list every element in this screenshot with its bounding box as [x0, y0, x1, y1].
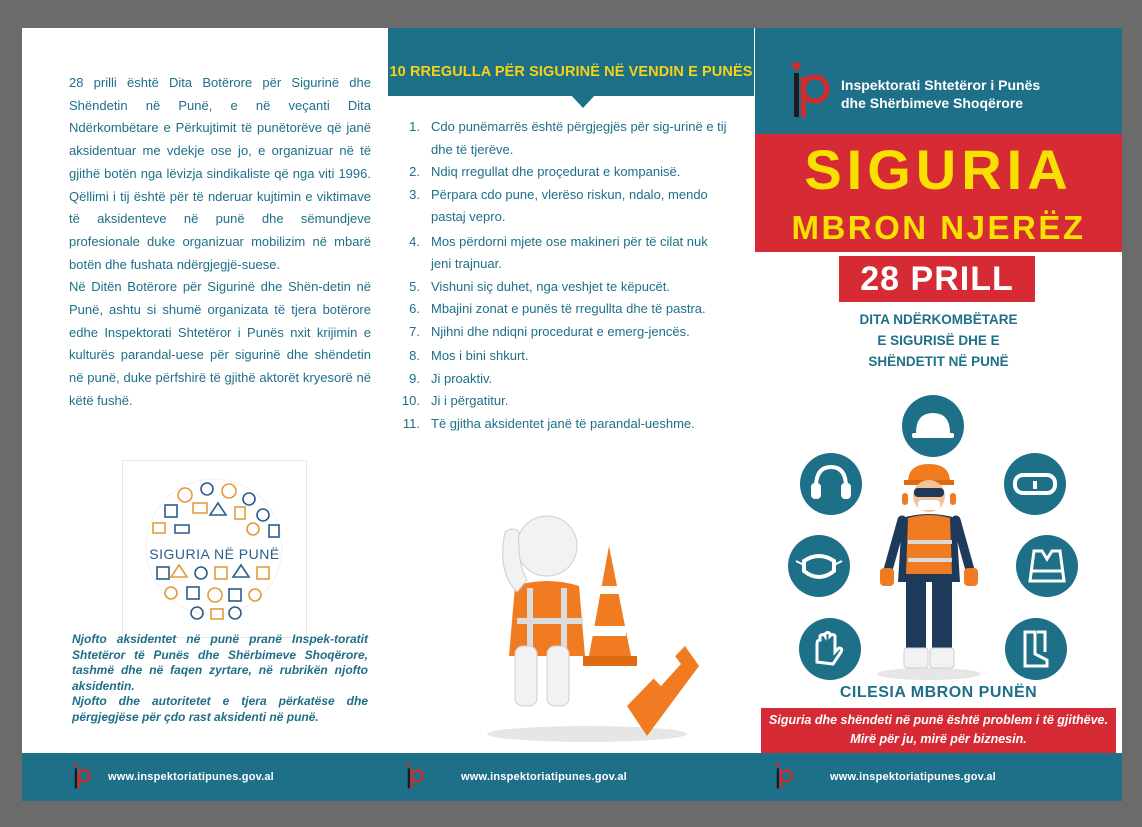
report-note-2: Njofto dhe autoritetet e tjera përkatëse dhe përgjegjëse për çdo rast aksidenti në punë. — [72, 694, 368, 724]
safety-rule-item — [400, 276, 730, 299]
earmuffs-icon — [800, 453, 862, 515]
left-text-block — [69, 72, 371, 413]
vest-icon — [1016, 535, 1078, 597]
rules-banner — [388, 28, 754, 96]
safety-rule-item — [400, 413, 730, 436]
footer-middle — [405, 753, 627, 801]
international-day-text — [755, 309, 1122, 372]
quality-slogan: CILESIA MBRON PUNËN — [839, 684, 1038, 701]
rule-number: 1. — [409, 119, 420, 134]
rule-text: Ji proaktiv. — [431, 370, 493, 386]
ip-logo-icon — [788, 61, 832, 123]
rule-text: Të gjitha aksidentet janë të parandal-ueshme. — [431, 415, 695, 431]
rule-number: 10. — [401, 393, 420, 408]
rule-number: 5. — [409, 278, 420, 294]
safety-rules-list — [400, 116, 730, 435]
brochure-sheet — [22, 28, 1122, 801]
banner-pointer — [570, 94, 596, 108]
intl-line3: SHËNDETIT NË PUNË — [868, 354, 1009, 369]
rule-number: 6. — [409, 301, 420, 316]
safety-rule-item — [400, 390, 730, 413]
tagline-line1: Siguria dhe shëndeti në punë është problem i të gjithëve. — [769, 713, 1108, 727]
rule-number: 4. — [409, 233, 420, 249]
tagline-line2: Mirë për ju, mirë për biznesin. — [850, 732, 1027, 746]
rule-text: Ji i përgatitur. — [431, 393, 509, 408]
rule-number: 7. — [409, 323, 420, 339]
headline-siguria: SIGURIA — [804, 138, 1073, 201]
footer-logo-icon — [72, 762, 92, 792]
footer-logo-icon — [405, 762, 425, 792]
footer-url-link[interactable]: www.inspektoriatipunes.gov.al — [461, 771, 627, 783]
report-note-1: Njofto aksidentet në punë pranë Inspek-toratit Shtetëror të Punës dhe Shërbimeve Shoqërore, tashmë dhe në faqen zyrtare, në rubrikën njofto aksidentin. — [72, 632, 368, 693]
intl-line2: E SIGURISË DHE E — [877, 333, 1000, 348]
rule-number: 2. — [409, 164, 420, 179]
rule-text: Vishuni siç duhet, nga veshjet te këpucët. — [431, 278, 670, 294]
date-badge: 28 PRILL — [839, 256, 1035, 302]
rule-text: Ndiq rregullat dhe proçedurat e kompanisë. — [431, 164, 681, 179]
rule-number: 3. — [409, 186, 420, 202]
org-name-line1: Inspektorati Shtetëror i Punës — [841, 77, 1041, 93]
safety-rule-item — [400, 345, 730, 368]
intro-paragraph: 28 prilli është Dita Botërore për Sigurinë dhe Shëndetin në Punë, e në veçanti Dita Ndërkombëtare e Përkujtimit të punëtorëve që janë aksidentuar me vdekje ose jo, e organizuar në të gjithë botën nga lëvizja sindikaliste që nga viti 1996. Qëllimi i tij është për të nderuar kujtimin e viktimave të aksidenteve në punë dhe sëmundjeve profesionale duke organizuar mobilizim në mbarë botën dhe fushata ndërgjegjë-suese. — [69, 75, 371, 272]
mask-icon — [788, 535, 850, 597]
boots-icon — [1005, 618, 1067, 680]
goggles-icon — [1004, 453, 1066, 515]
safety-rule-item — [400, 116, 730, 161]
safety-rule-item — [400, 161, 730, 184]
rule-number: 8. — [409, 348, 420, 363]
worker-with-cones-illustration-icon — [477, 506, 707, 746]
rules-title: 10 RREGULLA PËR SIGURINË NË VENDIN E PUNËS — [389, 64, 753, 80]
rule-text: Mos përdorni mjete ose makineri për të cilat nuk jeni trajnuar. — [431, 233, 708, 271]
footer-left — [72, 753, 274, 801]
rule-number: 11. — [402, 415, 420, 431]
footer-logo-icon — [774, 762, 794, 792]
gloves-icon — [799, 618, 861, 680]
rule-text: Mos i bini shkurt. — [431, 348, 529, 363]
org-name-line2: dhe Shërbimeve Shoqërore — [841, 95, 1024, 111]
footer-right — [774, 753, 996, 801]
rule-text: Përpara cdo pune, vlerëso riskun, ndalo, mendo pastaj vepro. — [431, 186, 708, 224]
rule-text: Cdo punëmarrës është përgjegjës për sig-urinë e tij dhe të tjerëve. — [431, 119, 727, 157]
organization-name — [841, 76, 1040, 112]
intl-line1: DITA NDËRKOMBËTARE — [859, 312, 1018, 327]
ppe-worker-illustration-icon — [874, 460, 984, 682]
rule-number: 9. — [409, 370, 420, 386]
second-paragraph: Në Ditën Botërore për Sigurinë dhe Shën-detin në Punë, ashtu si shumë organizata të tjera botërore edhe Inspektorati Shtetëror i Punës nxit krijimin e kulturës parandal-uese për sigurinë dhe shëndetin në punë, duke përfshirë të gjithë aktorët kryesorë në këtë fushë. — [69, 279, 371, 408]
rule-text: Mbajini zonat e punës të rregullta dhe të pastra. — [431, 301, 706, 316]
rule-text: Njihni dhe ndiqni procedurat e emerg-jencës. — [431, 323, 690, 339]
safety-rule-item — [400, 298, 730, 321]
safety-rule-item — [400, 184, 730, 229]
footer-bar — [22, 753, 1122, 801]
safety-rule-item — [400, 321, 730, 344]
tagline-box — [761, 708, 1116, 753]
safety-rule-item — [400, 231, 730, 276]
footer-url-link[interactable]: www.inspektoriatipunes.gov.al — [830, 771, 996, 783]
headline-mbron-njerez: MBRON NJERËZ — [791, 209, 1086, 246]
report-accidents-note — [72, 632, 368, 725]
helmet-icon — [902, 395, 964, 457]
footer-url-link[interactable]: www.inspektoriatipunes.gov.al — [108, 771, 274, 783]
seal-title: SIGURIA NË PUNË — [149, 546, 280, 562]
safety-at-work-seal — [122, 460, 307, 638]
safety-rule-item — [400, 368, 730, 391]
